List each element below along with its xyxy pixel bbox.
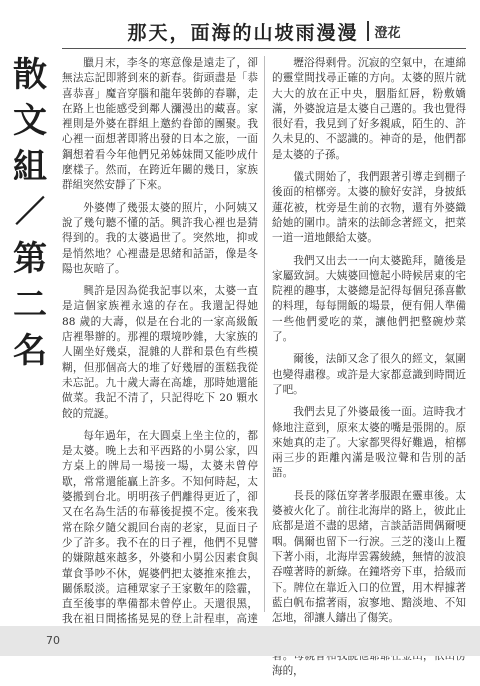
paragraph: 臘月末，李冬的寒意像是遠走了，卻無法忘記即將到來的新春。街頭盡是「恭喜恭喜」魔音穿腦和龍年裝飾的春聯，走在路上也能感受到鄰人瀰漫出的藏喜。家裡則是外婆在群組上邀約眷節的團聚。我心裡一面想著即將出發的日本之旅，一面鋼想着看今年他們兄弟姊妹間又能吵成什麼樣子。然而，在跨近年關的幾日，家族群組突然安靜了下來。 bbox=[62, 57, 258, 192]
paragraph: 我們去見了外婆最後一面。這時我才條地注意到，原來太婆的嘴是張開的。原來她真的走了。大家都哭得好難過，棺槨兩三步的距離內滿是吸泣聲和告別的話語。 bbox=[272, 406, 466, 480]
paragraph: 儀式開始了，我們跟著引導走到棚子後面的棺槨旁。太婆的臉好安詳，身披紙蓮花被，枕旁是生前的衣物，還有外婆織給她的圍巾。請來的法師念著經文，把菜一道一道地餵給太婆。 bbox=[272, 171, 466, 245]
right-text-column bbox=[272, 56, 466, 686]
page-footer bbox=[0, 626, 480, 656]
left-text-column bbox=[62, 56, 258, 665]
paragraph: 興許是因為從我記事以來，太婆一直是這個家族裡永遠的存在。我還記得她 88 歲的大壽，似是在台北的一家高級飯店裡舉辦的。那裡的環境吵雜，大家族的人圍坐好幾桌，混雜的人群和景色有些模糊，但那個高大的堆了好幾層的蛋糕我從未忘記。九十歲大壽在高雄，那時她還能做菜。我記不清了，只記得吃下 20 顆水餃的荒誕。 bbox=[62, 285, 258, 420]
page-number: 70 bbox=[46, 634, 60, 647]
category-label bbox=[10, 52, 50, 374]
paragraph: 長長的隊伍穿著孝服跟在靈車後。太婆被火化了。前往北海岸的路上，彼此止底都是道不盡的思緒，言談話語間偶爾哽咽。偶爾也留下一行淚。三芝的淺山上覆下著小雨，北海岸雲霧綾繞，無情的波浪吞噬著時的新綠。在鐘塔旁下車，拾級而下。牌位在靠近入口的位置，用木桿據著藍白帆布擋著雨，寂寥地、黯淡地、不知怎地，卻讓人鑄出了傷笑。 bbox=[272, 489, 466, 625]
title-divider bbox=[367, 21, 369, 41]
category-slash: ／ bbox=[15, 195, 45, 230]
category-char: 二 bbox=[13, 285, 47, 325]
paragraph: 外婆傳了幾張太婆的照片，小阿姨又說了幾句聽不懂的話。興許我心裡也是猜得到的。我的太婆過世了。突然地，抑或是悄然地？心裡盡是思緒和話語，像是冬陽也灰暗了。 bbox=[62, 201, 258, 275]
header-rule bbox=[62, 48, 466, 49]
paragraph: 壢浴得剩骨。沉寂的空氣中，在連綿的靈堂間找尋正確的方向。太婆的照片就大大的放在正中央，胭脂紅唇，粉敷嬌滿，外婆說這是太婆自己選的。我也覺得很好看，我見到了好多親戚，陌生的、許久未見的、不認識的。神奇的是，他們都是太婆的子孫。 bbox=[272, 57, 466, 161]
category-char: 組 bbox=[13, 147, 47, 187]
paragraph: 海的， bbox=[272, 664, 304, 677]
article-header bbox=[62, 18, 466, 44]
category-char: 散 bbox=[13, 55, 47, 95]
category-char: 文 bbox=[13, 101, 47, 141]
category-char: 第 bbox=[13, 239, 47, 279]
column-divider bbox=[264, 56, 265, 612]
category-char: 名 bbox=[13, 331, 47, 371]
paragraph: 每年過年，在大圓桌上坐主位的，都是太婆。晚上去和平西路的小舅公家，四方桌上的牌局一場接一場，太婆未曾停歇，常常還能贏上許多。不知何時起，太婆搬到台北。明明孩子們離得更近了，卻又在名為生活的布幕後捉摸不定。後來我常在除夕隨父親回台南的老家，見面日子少了許多。我不在的日子裡，他們不見譬的嫌隙越來越多，外婆和小舅公因素食與葷食爭吵不休，娓婆們把太婆推來推去，關係駁淡。這種眾家子王家數年的陰霾，直至後事的準備都未曾停止。天還很黑，我在祖日間搖搖晃晃的登上計程車，高達 bbox=[62, 429, 258, 626]
article-author: 澄花 bbox=[374, 25, 401, 41]
paragraph: 我們又出去一一向太婆跪拜，隨後是家屬致詞。大姨婆回憶起小時候居東的宅院裡的趣事，太婆總是記得每個兒孫喜歡的料理，每每開飯的場景，便有佣人準備一些他們愛吃的菜，讓他們把整碗炒菜了。 bbox=[272, 254, 466, 344]
paragraph: 爾後，法師又念了很久的經文，氣圍也變得肅穆。或許是大家都意識到時間近了吧。 bbox=[272, 353, 466, 396]
article-title: 那天，面海的山坡雨漫漫 bbox=[127, 21, 359, 44]
